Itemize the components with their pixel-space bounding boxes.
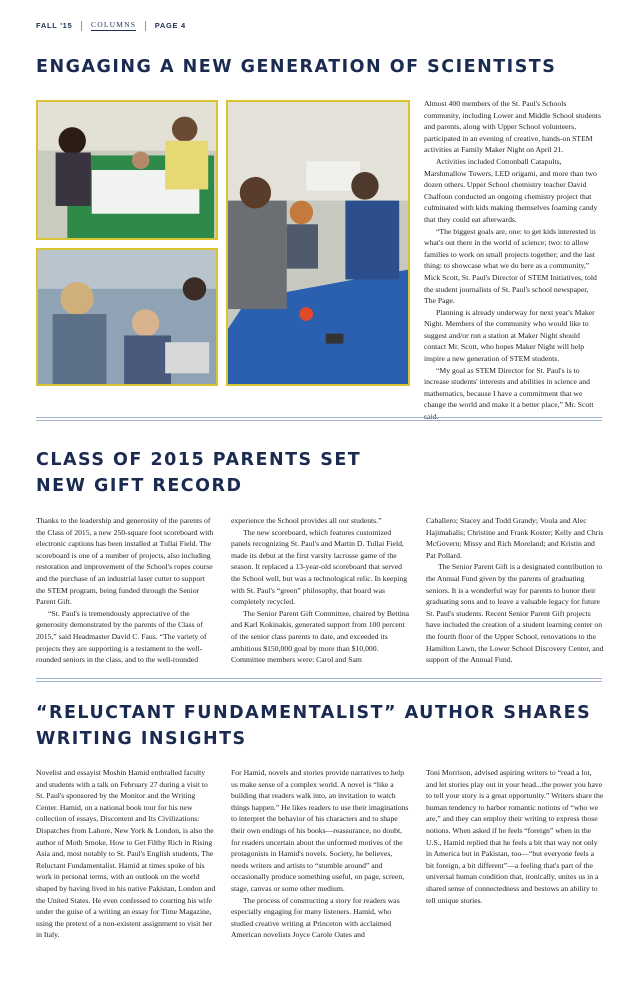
paragraph: Toni Morrison, advised aspiring writers to “read a lot, and let stories play out in your head...the power you have to tell your story is a great opportunity.” Writers share the human tendency to harbor romantic notions of “who we are,” and they can employ their writing to express those notions. When asked if he feels “foreign” when in the U.S., Hamid replied that he feels a bit that way not only in America but in Pakistan, too—“but everyone feels a bit foreign, a bit different”—a feeling that's part of the universal human condition that, ironically, unites us in a shared sense of connectedness and bestows an ability to tell unique stories. [426, 768, 604, 905]
section-divider [36, 678, 602, 679]
section-divider [36, 681, 602, 682]
article3-column-2 [231, 767, 411, 941]
title-line: NEW GIFT RECORD [36, 476, 243, 496]
title-line: “RELUCTANT FUNDAMENTALIST” AUTHOR SHARES [36, 703, 592, 723]
page-header [36, 20, 186, 31]
article-title [36, 447, 361, 499]
issue-label: FALL '15 [36, 21, 73, 30]
paragraph: The Senior Parent Gift is a designated contribution to the Annual Fund given by the parents of graduating seniors. It is a wonderful way for parents to honor their graduating sons and to leave a valuable legacy for future St. Paul's students. Recent Senior Parent Gift projects have included the creation of a student learning center on the fourth floor of the Upper School, renovations to the Hamilton Lawn, the Lower School Discovery Center, and support of the Annual Fund. [426, 562, 604, 665]
paragraph: The Senior Parent Gift Committee, chaired by Bettina and Karl Kokinakis, generated support from 100 percent of the senior class parents to date, and exceeded its ambitious $150,000 goal by more than $10,000. Committee members were: Carol and Sam [231, 608, 410, 665]
paragraph: Activities included Cottonball Catapults, Marshmallow Towers, LED origami, and more than two dozen others. Upper School chemistry teacher David Chalfoun conducted an ongoing chemistry project that culminated with kids making themselves foaming candy that they could eat afterwards. [424, 156, 598, 224]
article2-column-3 [426, 515, 604, 666]
section-divider [36, 420, 602, 421]
article1-body [424, 98, 602, 423]
photo-families-laptop [36, 248, 218, 386]
header-divider [145, 21, 146, 31]
article2-column-1 [36, 515, 216, 666]
page-number: PAGE 4 [154, 21, 186, 30]
section-divider [36, 417, 602, 418]
paragraph: Caballero; Stacey and Todd Grandy; Voula and Alec Hajimahalis; Christine and Frank Koster; Kelly and Chris McGovern; Missy and Rich Moreland; and Kristin and Pat Pollard. [426, 516, 604, 560]
photo-chemistry-demo [36, 100, 218, 240]
paragraph: “My goal as STEM Director for St. Paul's is to increase students' interests and abilities in science and mathematics, because I have a commitment that we change the world and make it a better place,” Mr. Scott [424, 365, 594, 410]
photo-maker-table [226, 100, 410, 386]
article-title: ENGAGING A NEW GENERATION OF SCIENTISTS [36, 57, 557, 77]
title-line: WRITING INSIGHTS [36, 729, 247, 749]
paragraph: “St. Paul's is tremendously appreciative of the generosity demonstrated by the parents of the Class of 2015,” said Headmaster David C. Faus. “The variety of projects they are supporting is a testament to the well-rounded seniors in the class, and to the well-rounded [36, 608, 207, 665]
article3-column-1 [36, 767, 216, 941]
paragraph: Thanks to the leadership and generosity of the parents of the Class of 2015, a new 250-square foot scoreboard with electronic captions has been installed at Tullai Field. The scoreboard is one of a number of projects, also including restoration and improvement of the School's ropes course and the purchase of an industrial laser cutter to support the STEM program, being funded through the Senior Parent Gift. [36, 516, 214, 607]
title-line: CLASS OF 2015 PARENTS SET [36, 450, 362, 470]
paragraph: Almost 400 members of the St. Paul's Schools community, including Lower and Middle School students and parents, along with Upper School volunteers, participated in an evening of creative, hands-on STEM activities at Family Maker Night on April 21. [424, 99, 601, 155]
paragraph: The new scoreboard, which features customized panels recognizing St. Paul's and Martin D. Tullai Field, made its debut at the first varsity lacrosse game of the season. It replaced a 13-year-old scoreboard that served the School well, but was a technological relic. In keeping with St. Paul's “green” philosophy, that board was completely recycled. [231, 527, 408, 607]
paragraph: Novelist and essayist Moshin Hamid enthralled faculty and students with a talk on February 27 during a visit to St. Paul's sponsored by the Monitor and the Writing Center. Hamid, on a national book tour for his new collection of essays, Discontent and Its Civilizations: Dispatches from Lahore, New York & London, is also the author of Moth Smoke, How to Get Filthy Rich in Rising Asia and, most notably to St. Paul's English students, The Reluctant Fundamentalist. Hamid at times spoke of his work in personal terms, with an outlook on the world shaped by having lived in his native Pakistan, London and the United States. He even confessed to courting his wife under the guise of a writing an essay for Time Magazine, using the pretext of a non-existent assignment to visit her in Italy. [36, 768, 216, 940]
article2-column-2 [231, 515, 411, 666]
paragraph: experience the School provides all our students.” [231, 516, 382, 525]
paragraph: Planning is already underway for next year's Maker Night. Members of the community who would like to suggest and/or run a station at Maker Night should contact Mr. Scott, who hopes Maker Night will help inspire a new generation of STEM students. [424, 307, 595, 364]
article-title [36, 700, 591, 752]
article3-column-3 [426, 767, 604, 906]
paragraph: “The biggest goals are, one: to get kids interested in what's out there in the world of science; two: to allow families to work on small projects together; and the last thing: to showcase what we do here as a community,” Mick Scott, St. Paul's Director of STEM Initiatives, told the student journalists of St. Paul's school newspaper, The Page. [424, 226, 597, 306]
paragraph: For Hamid, novels and stories provide narratives to help us make sense of a complex world. A novel is “like a building that readers walk into, an invitation to watch things happen.” He likes readers to use their imaginations to interpret the behavior of his characters and to shape their own endings of his books—reassurance, no doubt, for readers uncertain about the unformed motives of the protagonists in Hamid's novels. Society, he believes, needs writers and artists to “stumble around” and occasionally produce something useful, on page, screen, stage, canvas or some other medium. [231, 768, 409, 893]
paragraph: The process of constructing a story for readers was especially engaging for many listeners. Hamid, who studied creative writing at Princeton with acclaimed American novelists Joyce Carole Oates and [231, 895, 400, 940]
publication-name: COLUMNS [91, 20, 137, 29]
header-divider [81, 21, 82, 31]
